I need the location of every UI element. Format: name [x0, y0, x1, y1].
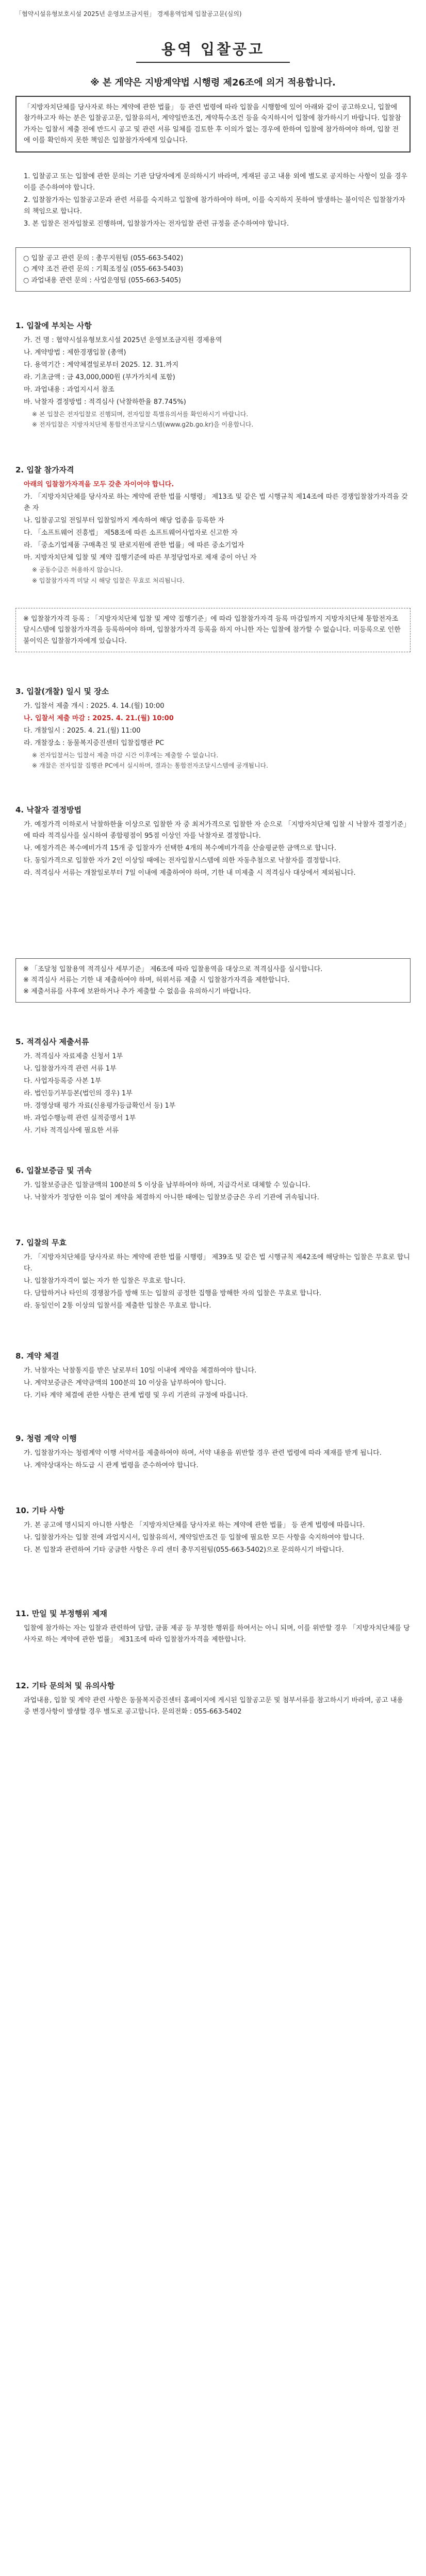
section-heading: 10. 기타 사항: [15, 1506, 64, 1515]
section-item: 나. 계약보증금은 계약금액의 100분의 10 이상을 납부하여야 합니다.: [24, 1379, 226, 1387]
section-item: 라. 「중소기업제품 구매촉진 및 판로지원에 관한 법률」에 따른 중소기업자: [24, 541, 244, 549]
section-8: [15, 1350, 411, 1402]
section-item: 가. 입찰서 제출 개시 : 2025. 4. 14.(월) 10:00: [24, 702, 165, 710]
section-note: ※ 개찰은 전자입찰 집행관 PC에서 실시하며, 결과는 통합전자조달시스템에 공개됩니다.: [32, 762, 268, 770]
evaluation-notice-box: [15, 958, 411, 1003]
notice-line: ※ 적격심사 서류는 기한 내 제출하여야 하며, 허위서류 제출 시 입찰참가자격을 제한합니다.: [23, 976, 290, 985]
section-heading: 1. 입찰에 부치는 사항: [15, 321, 92, 330]
section-10: [15, 1504, 411, 1557]
contact-box: [15, 247, 411, 292]
document-header: 「협약시설유형보호시설 2025년 운영보조금지원」 경제용역업체 입찰공고문(심의): [15, 10, 242, 18]
section-item: 다. 개찰일시 : 2025. 4. 21.(월) 11:00: [24, 726, 141, 735]
intro-box-text: 「지방자치단체를 당사자로 하는 계약에 관한 법률」 등 관련 법령에 따라 입찰을 시행함에 있어 아래와 같이 공고하오니, 입찰에 참가하고자 하는 분은 입찰공고문, 입찰유의서, 계약일반조건, 계약특수조건 등을 숙지하시어 입찰에 참가하시기 바랍니다. 입찰참가자는 입찰서 제출 전에 반드시 공고 및 관련 서류 일체를 검토한 후 이의가 없는 경우에 한하여 입찰에 참가하여야 하며, 입찰 전에 이를 확인하지 못한 책임은 입찰참가자에게 있습니다.: [24, 104, 401, 145]
section-item: 라. 적격심사 서류는 개찰일로부터 7일 이내에 제출하여야 하며, 기한 내 미제출 시 적격심사 대상에서 제외됩니다.: [24, 869, 356, 877]
intro-item: 3. 본 입찰은 전자입찰로 진행하며, 입찰참가자는 전자입찰 관련 규정을 준수하여야 합니다.: [24, 220, 289, 228]
section-item: 다. 본 입찰과 관련하여 기타 궁금한 사항은 우리 센터 총무지원팀(055-663-5402)으로 문의하시기 바랍니다.: [24, 1546, 344, 1554]
section-item: 가. 건 명 : 협약시설유형보호시설 2025년 운영보조금지원 경제용역: [24, 336, 222, 344]
section-item: 라. 기초금액 : 금 43,000,000원 (부가가치세 포함): [24, 373, 175, 381]
section-2: [15, 464, 411, 586]
contact-line: ○ 입찰 공고 관련 문의 : 총무지원팀 (055-663-5402): [23, 255, 184, 262]
intro-item: 1. 입찰공고 또는 입찰에 관한 문의는 기관 담당자에게 문의하시기 바라며, 게재된 공고 내용 외에 별도로 공지하는 사항이 있을 경우 이를 준수하여야 합니다.: [24, 173, 407, 192]
section-item: 다. 기타 계약 체결에 관한 사항은 관계 법령 및 우리 기관의 규정에 따릅니다.: [24, 1391, 248, 1399]
title-underline: [136, 62, 290, 63]
section-item: 라. 개찰장소 : 동물복지증진센터 입찰집행관 PC: [24, 739, 165, 747]
section-1: [15, 319, 411, 430]
intro-box: [15, 96, 411, 152]
section-heading: 11. 만일 및 부정행위 제재: [15, 1609, 107, 1618]
section-heading: 12. 기타 문의처 및 유의사항: [15, 1681, 115, 1690]
section-heading: 5. 적격심사 제출서류: [15, 1037, 89, 1046]
section-item: 바. 과업수행능력 관련 실적증명서 1부: [24, 1114, 136, 1122]
section-heading: 7. 입찰의 무효: [15, 1238, 67, 1247]
notice-line: ※ 「조달청 입찰용역 적격심사 세부기준」 제6조에 따라 입찰용역을 대상으로 적격심사를 실시합니다.: [23, 965, 323, 973]
intro-paragraphs: [15, 170, 411, 231]
section-7: [15, 1236, 411, 1313]
section-9: [15, 1432, 411, 1472]
notice-text: ※ 입찰참가자격 등록 : 「지방자치단체 입찰 및 계약 집행기준」에 따라 입찰참가자격 등록 마감일까지 지방자치단체 통합전자조달시스템에 입찰참가자격을 등록하여야 하며, 입찰참가자격 등록을 하지 아니한 자는 입찰에 참가할 수 없습니다. 미등록으로 인한 불이익은 입찰참가자에게 있습니다.: [23, 615, 401, 645]
section-subheading: 아래의 입찰참가자격을 모두 갖춘 자이어야 합니다.: [24, 480, 174, 488]
section-item: 가. 「지방자치단체를 당사자로 하는 계약에 관한 법률 시행령」 제39조 및 같은 법 시행규칙 제42조에 해당하는 입찰은 무효로 합니다.: [24, 1253, 410, 1273]
section-text: 입찰에 참가하는 자는 입찰과 관련하여 담합, 금품 제공 등 부정한 행위를 하여서는 아니 되며, 이를 위반할 경우 「지방자치단체를 당사자로 하는 계약에 관한 법률」 제31조에 따라 입찰참가자격을 제한합니다.: [24, 1624, 410, 1643]
section-item: 가. 「지방자치단체를 당사자로 하는 계약에 관한 법률 시행령」 제13조 및 같은 법 시행규칙 제14조에 따른 경쟁입찰참가자격을 갖춘 자: [24, 493, 408, 512]
section-item: 다. 동일가격으로 입찰한 자가 2인 이상일 때에는 전자입찰시스템에 의한 자동추첨으로 낙찰자를 결정합니다.: [24, 856, 341, 865]
registration-notice-box: [15, 608, 411, 652]
section-heading: 4. 낙찰자 결정방법: [15, 805, 82, 815]
contact-line: ○ 과업내용 관련 문의 : 사업운영팀 (055-663-5405): [23, 276, 182, 284]
intro-item: 2. 입찰참가자는 입찰공고문과 관련 서류를 숙지하고 입찰에 참가하여야 하며, 이를 숙지하지 못하여 발생하는 불이익은 입찰참가자의 책임으로 합니다.: [24, 196, 405, 216]
section-heading: 6. 입찰보증금 및 귀속: [15, 1166, 92, 1175]
section-item: 다. 사업자등록증 사본 1부: [24, 1077, 102, 1085]
section-item: 다. 용역기간 : 계약체결일로부터 2025. 12. 31.까지: [24, 361, 179, 369]
section-note: ※ 입찰참가자격 미달 시 해당 입찰은 무효로 처리됩니다.: [32, 577, 185, 584]
section-6: [15, 1164, 411, 1205]
section-item: 가. 예정가격 이하로서 낙찰하한율 이상으로 입찰한 자 중 최저가격으로 입찰한 자 순으로 「지방자치단체 입찰 시 낙찰자 결정기준」에 따라 적격심사를 실시하여 종합평점이 95점 이상인 자를 낙찰자로 결정합니다.: [24, 820, 411, 840]
section-item: 나. 입찰참가자는 입찰 전에 과업지시서, 입찰유의서, 계약일반조건 등 입찰에 필요한 모든 사항을 숙지하여야 합니다.: [24, 1533, 365, 1541]
notice-line: ※ 제출서류를 사후에 보완하거나 추가 제출할 수 없음을 유의하시기 바랍니다.: [23, 987, 251, 995]
section-5: [15, 1036, 411, 1138]
section-item: 마. 지방자치단체 입찰 및 계약 집행기준에 따른 부정당업자로 제재 중이 아닌 자: [24, 554, 257, 562]
section-note: ※ 공동수급은 허용하지 않습니다.: [32, 566, 123, 574]
section-item: 사. 기타 적격심사에 필요한 서류: [24, 1127, 119, 1135]
section-11: [15, 1607, 411, 1647]
section-note: ※ 전자입찰은 지방자치단체 통합전자조달시스템(www.g2b.go.kr)을 이용합니다.: [32, 421, 254, 429]
section-12: [15, 1680, 411, 1719]
contact-line: ○ 계약 조건 관련 문의 : 기획조정실 (055-663-5403): [23, 265, 184, 274]
section-heading: 8. 계약 체결: [15, 1351, 59, 1361]
section-item: 나. 낙찰자가 정당한 이유 없이 계약을 체결하지 아니한 때에는 입찰보증금은 우리 기관에 귀속됩니다.: [24, 1193, 319, 1201]
section-heading: 2. 입찰 참가자격: [15, 465, 74, 474]
section-4: [15, 804, 411, 880]
section-item: 다. 담합하거나 타인의 경쟁참가를 방해 또는 입찰의 공정한 집행을 방해한 자의 입찰은 무효로 합니다.: [24, 1289, 321, 1297]
section-item: 나. 입찰공고일 전일부터 입찰일까지 계속하여 해당 업종을 등록한 자: [24, 516, 224, 524]
section-item: 나. 입찰서 제출 마감 : 2025. 4. 21.(월) 10:00: [24, 714, 174, 722]
section-item: 라. 동일인이 2통 이상의 입찰서를 제출한 입찰은 무효로 합니다.: [24, 1301, 211, 1310]
section-3: [15, 685, 411, 771]
section-heading: 9. 청렴 계약 이행: [15, 1434, 77, 1443]
section-item: 마. 과업내용 : 과업지시서 참조: [24, 385, 114, 394]
section-item: 바. 낙찰자 결정방법 : 적격심사 (낙찰하한율 87.745%): [24, 398, 186, 406]
section-item: 나. 입찰참가자격이 없는 자가 한 입찰은 무효로 합니다.: [24, 1277, 186, 1285]
section-item: 가. 입찰참가자는 청렴계약 이행 서약서를 제출하여야 하며, 서약 내용을 위반할 경우 관련 법령에 따라 제재를 받게 됩니다.: [24, 1449, 382, 1457]
section-note: ※ 본 입찰은 전자입찰로 진행되며, 전자입찰 특별유의서를 확인하시기 바랍니다.: [32, 411, 249, 418]
section-note: ※ 전자입찰서는 입찰서 제출 마감 시간 이후에는 제출할 수 없습니다.: [32, 751, 219, 759]
section-heading: 3. 입찰(개찰) 일시 및 장소: [15, 687, 109, 696]
section-item: 마. 경영상태 평가 자료(신용평가등급확인서 등) 1부: [24, 1101, 176, 1110]
section-text: 과업내용, 입찰 및 계약 관련 사항은 동물복지증진센터 홈페이지에 게시된 입찰공고문 및 첨부서류를 참고하시기 바라며, 공고 내용 중 변경사항이 발생할 경우 별도로 공고합니다. 문의전화 : 055-663-5402: [24, 1696, 403, 1716]
section-item: 가. 적격심사 자료제출 신청서 1부: [24, 1052, 123, 1060]
section-item: 나. 예정가격은 복수예비가격 15개 중 입찰자가 선택한 4개의 복수예비가격을 산술평균한 금액으로 합니다.: [24, 844, 336, 852]
section-item: 나. 계약상대자는 하도급 시 관계 법령을 준수하여야 합니다.: [24, 1461, 199, 1469]
section-item: 라. 법인등기부등본(법인의 경우) 1부: [24, 1089, 133, 1097]
section-item: 가. 입찰보증금은 입찰금액의 100분의 5 이상을 납부하여야 하며, 지급각서로 대체할 수 있습니다.: [24, 1181, 310, 1189]
document-subtitle: ※ 본 게약은 지방계약법 시행령 제26조에 의거 적용합니다.: [90, 77, 336, 88]
section-item: 다. 「소프트웨어 진흥법」 제58조에 따른 소프트웨어사업자로 신고한 자: [24, 529, 238, 537]
section-item: 나. 입찰참가자격 관련 서류 1부: [24, 1064, 117, 1073]
section-item: 가. 본 공고에 명시되지 아니한 사항은 「지방자치단체를 당사자로 하는 계약에 관한 법률」 등 관계 법령에 따릅니다.: [24, 1521, 365, 1529]
section-item: 가. 낙찰자는 낙찰통지를 받은 날로부터 10일 이내에 계약을 체결하여야 합니다.: [24, 1366, 257, 1375]
section-item: 나. 계약방법 : 제한경쟁입찰 (총액): [24, 348, 126, 357]
document-title: 용역 입찰공고: [161, 41, 265, 58]
